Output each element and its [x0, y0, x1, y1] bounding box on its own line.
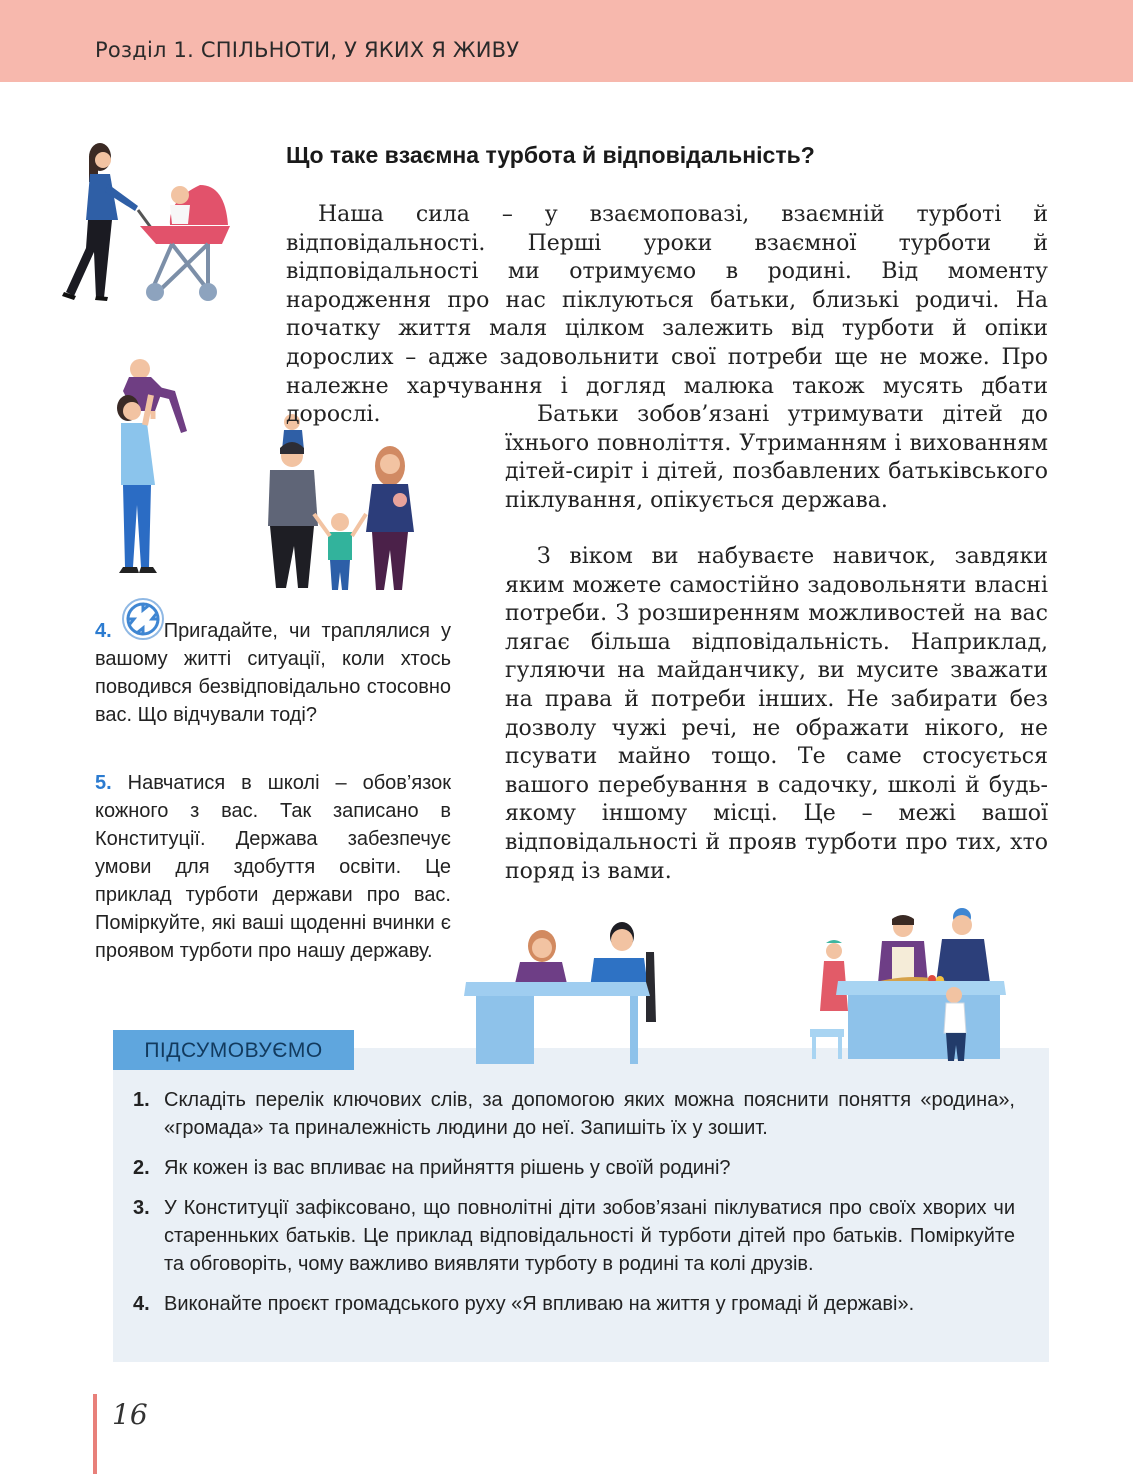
- mother-with-stroller-illustration: [60, 140, 235, 305]
- chapter-header: [0, 0, 1133, 82]
- question-number: 2.: [133, 1157, 150, 1179]
- parents-at-desk-illustration: [462, 912, 662, 1067]
- summary-question: [133, 1290, 1015, 1318]
- question-text: У Конституції зафіксовано, що повнолітні діти зобов’язані піклуватися про своїх хворих чи старенньких батьків. Це приклад відповідальності й турботи дітей про батьків. Поміркуйте та обговоріть, чому важливо виявляти турботу в родині та колі друзів.: [164, 1197, 1015, 1275]
- summary-question: [133, 1194, 1015, 1278]
- question-text: Як кожен із вас впливає на прийняття рішень у своїй родині?: [164, 1157, 731, 1179]
- summary-label: ПІДСУМОВУЄМО: [113, 1030, 354, 1070]
- task-4: [95, 617, 451, 729]
- body-paragraph: Батьки зобов’язані утримувати дітей до їхнього повноліття. Утриманням і вихованням дітей-сиріт і дітей, позбавлених батьківського піклування, опікується держава.: [505, 402, 1048, 513]
- summary-questions: [133, 1086, 1015, 1330]
- page-number: 16: [112, 1398, 148, 1431]
- page-margin-bar: [93, 1394, 97, 1474]
- task-5: [95, 769, 451, 965]
- family-cooking-illustration: [806, 903, 1021, 1065]
- father-lifting-child-illustration: [105, 355, 200, 577]
- question-number: 4.: [133, 1293, 150, 1315]
- question-number: 1.: [133, 1089, 150, 1111]
- summary-question: [133, 1086, 1015, 1142]
- body-paragraph: Наша сила – у взаємоповазі, взаємній турботі й відповідальності. Перші уроки взаємної турботи й відповідальності ми отримуємо в родині. Від моменту народження про нас піклуються батьки, близькі родичі. На початку життя маля цілком залежить від турботи й опіки дорослих – адже задовольнити свої потреби ще не може. Про належне харчування і догляд малюка також мусять дбати дорослі.: [286, 202, 1048, 428]
- body-paragraph: З віком ви набуваєте навичок, завдяки яким можете самостійно задовольняти власні потреби. З розширенням можливостей на вас лягає більша відповідальність. Наприклад, гуляючи на майданчику, ви мусите зважати на права й потреби інших. Не забирати без дозволу чужі речі, не ображати нікого, не псувати майно тощо. Те саме стосується вашого перебування в садочку, школі й будь-якому іншому місці. Це – межі вашої відповідальності й прояв турботи про тих, хто поряд із вами.: [505, 544, 1048, 884]
- question-number: 3.: [133, 1197, 150, 1219]
- summary-question: [133, 1154, 1015, 1182]
- chapter-title: Розділ 1. СПІЛЬНОТИ, У ЯКИХ Я ЖИВУ: [95, 38, 520, 62]
- task-number: 4.: [95, 620, 112, 642]
- task-number: 5.: [95, 772, 112, 794]
- question-text: Виконайте проєкт громадського руху «Я впливаю на життя у громаді й державі».: [164, 1293, 915, 1315]
- task-text: Навчатися в школі – обов’язок кожного з вас. Так записано в Конституції. Держава забезпечує умови для здобуття освіти. Це приклад турботи держави про вас. Поміркуйте, які ваші щоденні вчинки є проявом турботи про нашу державу.: [95, 772, 451, 962]
- section-heading: Що таке взаємна турбота й відповідальність?: [286, 142, 815, 168]
- task-text: Пригадайте, чи траплялися у вашому житті ситуації, коли хтось поводився безвідповідально стосовно вас. Що відчували тоді?: [95, 620, 451, 726]
- question-text: Складіть перелік ключових слів, за допомогою яких можна пояснити поняття «родина», «громада» та приналежність людини до неї. Запишіть їх у зошит.: [164, 1089, 1015, 1139]
- family-walking-illustration: [248, 410, 428, 595]
